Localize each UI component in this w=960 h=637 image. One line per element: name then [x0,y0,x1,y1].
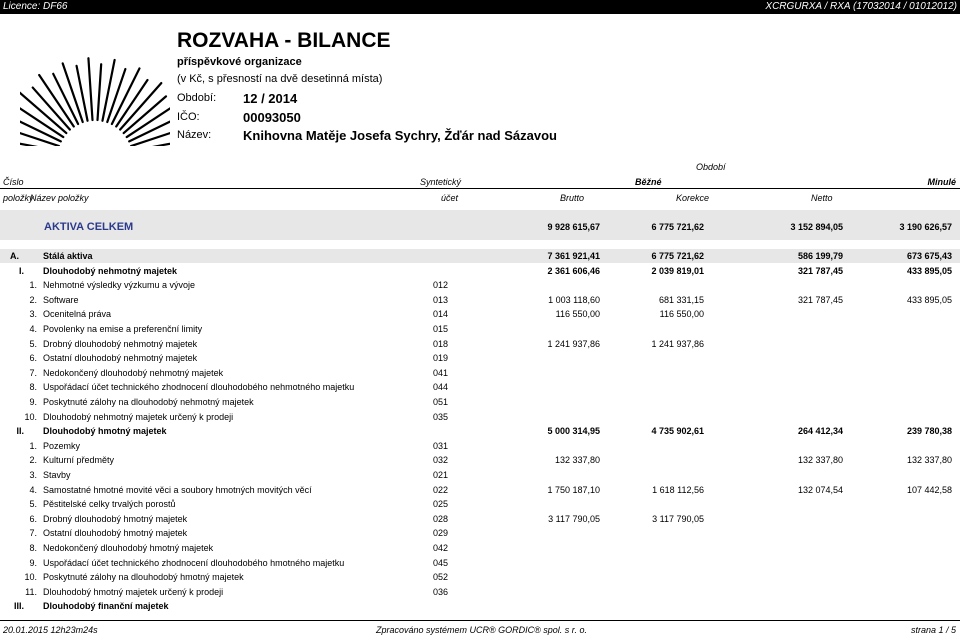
row-num: 6. [29,513,37,524]
row-ucet: 045 [433,557,449,568]
licence-text: Licence: DF66 [3,1,68,12]
row-minule: 433 895,05 [906,265,952,276]
col-obdobi: Období [696,162,726,172]
footer-separator [0,620,960,621]
row-label: Kulturní předměty [43,455,115,466]
row-label: Dlouhodobý nehmotný majetek určený k prodeji [43,411,234,422]
license-bar [0,0,960,14]
row-korekce: 681 331,15 [658,294,704,305]
row-num: 5. [29,499,37,510]
col-syntet: Syntetický [420,177,462,187]
row-num: 11. [25,586,37,597]
row-label: Samostatné hmotné movité věci a soubory hmotných movitých věcí [43,484,312,495]
col-netto: Netto [811,193,833,203]
row-num: 9. [29,557,37,568]
row-num: 6. [29,353,37,364]
row-ucet: 051 [433,397,449,407]
total-netto: 3 152 894,05 [790,222,843,232]
header-separator [0,188,960,189]
col-nazev: Název položky [30,193,89,203]
col-ucet: účet [441,193,459,203]
footer-date: 20.01.2015 12h23m24s [3,625,98,635]
row-ucet: 044 [433,382,449,393]
row-label: Pěstitelské celky trvalých porostů [43,499,176,510]
row-ucet: 031 [433,440,449,451]
units-note: (v Kč, s přesností na dvě desetinná místa) [177,73,383,85]
row-korekce: 4 735 902,61 [651,426,704,437]
period-label: Období: [177,92,217,104]
footer-page: strana 1 / 5 [910,625,956,635]
row-label: Drobný dlouhodobý hmotný majetek [43,513,188,524]
row-label: Stálá aktiva [43,251,93,261]
row-label: Ostatní dlouhodobý nehmotný majetek [43,353,198,364]
row-korekce: 2 039 819,01 [651,265,704,276]
row-minule: 239 780,38 [906,426,952,437]
row-ucet: 021 [433,470,449,480]
row-netto: 321 787,45 [797,265,843,276]
row-netto: 132 074,54 [797,484,843,495]
row-label: Pozemky [43,440,81,451]
total-brutto: 9 928 615,67 [547,222,600,232]
row-label: Uspořádací účet technického zhodnocení dlouhodobého nehmotného majetku [43,382,355,393]
ico-label: IČO: [177,111,200,123]
row-num: 1. [29,280,37,291]
row-netto: 264 412,34 [797,426,843,437]
row-minule: 107 442,58 [906,484,952,495]
col-polozky: položky [3,193,34,203]
ico-value: 00093050 [243,110,301,125]
row-num: I. [18,265,24,276]
row-label: Stavby [43,470,71,480]
footer-system: Zpracováno systémem UCR® GORDIC® spol. s r. o. [376,625,587,635]
row-brutto: 3 117 790,05 [548,513,600,524]
period-value: 12 / 2014 [243,91,298,106]
row-num: 2. [29,455,37,466]
row-label: Dlouhodobý hmotný majetek [43,426,167,437]
row-ucet: 014 [433,309,449,320]
row-num: 4. [29,324,37,334]
row-label: Dlouhodobý nehmotný majetek [43,265,178,276]
row-num: A. [10,251,19,261]
row-num: 2. [29,294,37,305]
sunrise-logo-icon [20,46,170,146]
total-minule: 3 190 626,57 [899,222,952,232]
row-ucet: 022 [433,484,449,495]
row-korekce: 6 775 721,62 [651,251,704,261]
row-korekce: 1 618 112,56 [652,484,704,495]
row-netto: 132 337,80 [797,455,843,466]
row-ucet: 019 [433,353,449,364]
row-ucet: 041 [433,367,449,378]
row-korekce: 1 241 937,86 [651,338,704,349]
row-ucet: 042 [433,543,449,553]
row-label: Drobný dlouhodobý nehmotný majetek [43,338,198,349]
row-num: 9. [29,397,37,407]
row-num: 3. [29,470,37,480]
row-ucet: 012 [433,280,449,291]
row-ucet: 029 [433,528,449,539]
row-minule: 132 337,80 [906,455,952,466]
col-bezne: Běžné [635,177,662,187]
row-ucet: 032 [433,455,449,466]
total-label: AKTIVA CELKEM [44,221,134,233]
row-label: Poskytnuté zálohy na dlouhodobý hmotný majetek [43,572,244,583]
row-label: Povolenky na emise a preferenční limity [43,324,203,334]
row-label: Poskytnuté zálohy na dlouhodobý nehmotný majetek [43,397,254,407]
row-num: 7. [29,528,37,539]
row-ucet: 018 [433,338,449,349]
name-value: Knihovna Matěje Josefa Sychry, Žďár nad Sázavou [243,128,557,143]
row-label: Nehmotné výsledky výzkumu a vývoje [43,280,196,291]
row-label: Nedokončený dlouhodobý hmotný majetek [43,543,214,553]
row-ucet: 013 [433,294,449,305]
row-ucet: 035 [433,411,449,422]
row-num: 10. [24,572,37,583]
row-num: 5. [29,338,37,349]
row-num: 1. [29,440,37,451]
row-ucet: 052 [433,572,449,583]
report-code: XCRGURXA / RXA (17032014 / 01012012) [765,1,957,12]
row-netto: 321 787,45 [797,294,843,305]
row-label: Dlouhodobý finanční majetek [43,601,169,612]
row-brutto: 1 750 187,10 [547,484,600,495]
row-num: 8. [29,382,37,393]
row-num: 7. [29,367,37,378]
row-label: Nedokončený dlouhodobý nehmotný majetek [43,367,224,378]
row-label: Ostatní dlouhodobý hmotný majetek [43,528,188,539]
row-ucet: 015 [433,324,449,334]
row-brutto: 1 003 118,60 [548,294,600,305]
row-ucet: 025 [433,499,449,510]
row-ucet: 028 [433,513,449,524]
col-cislo: Číslo [3,177,24,187]
col-korekce: Korekce [676,193,710,203]
row-label: Dlouhodobý hmotný majetek určený k prodeji [43,586,224,597]
row-brutto: 1 241 937,86 [547,338,600,349]
row-ucet: 036 [433,586,449,597]
row-minule: 433 895,05 [906,294,952,305]
row-brutto: 132 337,80 [554,455,600,466]
row-brutto: 5 000 314,95 [547,426,600,437]
total-korekce: 6 775 721,62 [651,222,704,232]
organization-type: příspěvkové organizace [177,56,302,68]
row-netto: 586 199,79 [797,251,843,261]
row-brutto: 2 361 606,46 [547,265,600,276]
row-korekce: 3 117 790,05 [652,513,704,524]
name-label: Název: [177,129,212,141]
row-label: Software [43,294,79,305]
row-num: 4. [29,484,37,495]
col-brutto: Brutto [560,193,585,203]
row-num: 3. [29,309,37,320]
row-num: II. [16,426,24,437]
row-brutto: 116 550,00 [555,309,600,320]
row-num: 10. [24,411,37,422]
row-label: Uspořádací účet technického zhodnocení dlouhodobého hmotného majetku [43,557,345,568]
row-num: 8. [29,543,37,553]
row-label: Ocenitelná práva [43,309,112,320]
col-minule: Minulé [927,177,956,187]
row-korekce: 116 550,00 [659,309,704,320]
row-brutto: 7 361 921,41 [547,251,600,261]
row-minule: 673 675,43 [906,251,952,261]
row-num: III. [13,601,24,612]
page-title: ROZVAHA - BILANCE [177,29,391,52]
